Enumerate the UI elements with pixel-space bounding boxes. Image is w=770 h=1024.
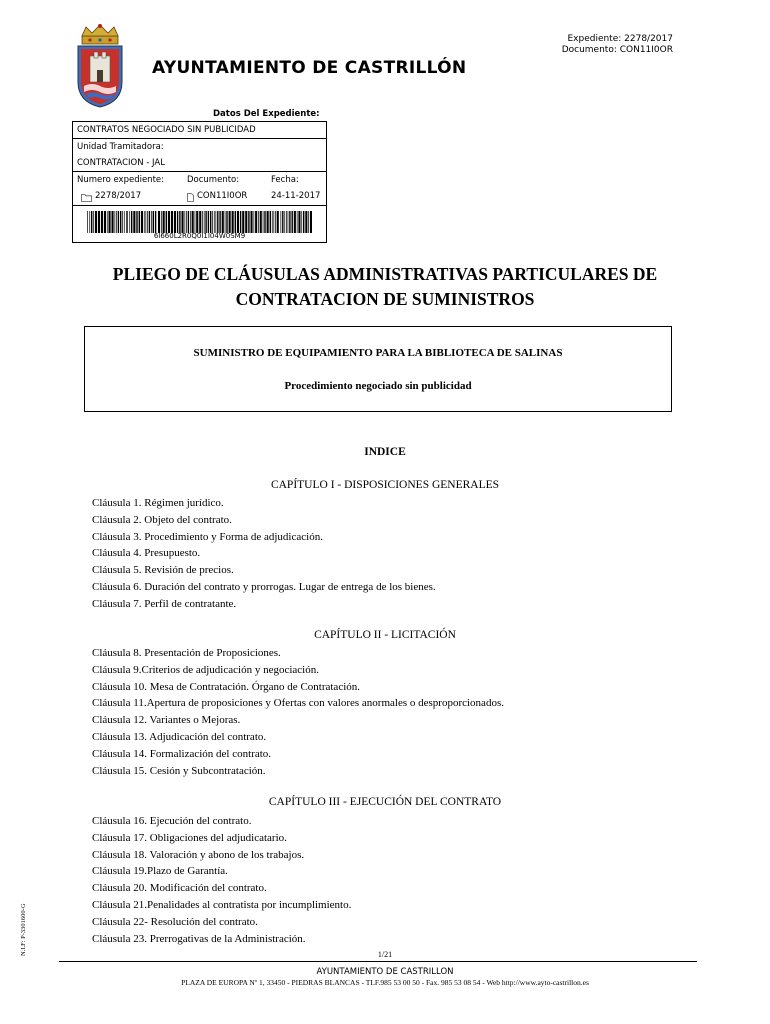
clause-item: Cláusula 18. Valoración y abono de los trabajos. bbox=[92, 848, 305, 861]
chapter-1-clauses bbox=[92, 495, 436, 613]
footer-address: PLAZA DE EUROPA Nº 1, 33450 - PIEDRAS BLANCAS - TLF.985 53 00 50 - Fax. 985 53 08 54 - Web http://www.ayto-castrillon.es bbox=[181, 978, 589, 987]
document-title bbox=[60, 262, 710, 312]
crown-icon bbox=[82, 24, 118, 44]
procedure-type: Procedimiento negociado sin publicidad bbox=[284, 380, 472, 392]
chapter-2-title: CAPÍTULO II - LICITACIÓN bbox=[314, 629, 456, 641]
document-title-line-2: CONTRATACION DE SUMINISTROS bbox=[235, 289, 535, 309]
clause-item: Cláusula 3. Procedimiento y Forma de adjudicación. bbox=[92, 530, 323, 543]
documento-reference: Documento: CON11I0OR bbox=[561, 45, 673, 55]
clause-item: Cláusula 7. Perfil de contratante. bbox=[92, 597, 237, 610]
shield-icon bbox=[78, 46, 122, 107]
unidad-value: CONTRATACION - JAL bbox=[73, 155, 326, 172]
clause-item: Cláusula 12. Variantes o Mejoras. bbox=[92, 714, 241, 727]
clause-item: Cláusula 5. Revisión de precios. bbox=[92, 564, 234, 577]
footer-divider bbox=[59, 961, 697, 962]
document-title-line-1: PLIEGO DE CLÁUSULAS ADMINISTRATIVAS PARTICULARES DE bbox=[112, 264, 658, 284]
folder-icon bbox=[81, 193, 92, 202]
numero-value: 2278/2017 bbox=[95, 191, 142, 201]
clause-item: Cláusula 15. Cesión y Subcontratación. bbox=[92, 764, 266, 777]
clause-item: Cláusula 8. Presentación de Proposiciones. bbox=[92, 647, 281, 659]
clause-item: Cláusula 22- Resolución del contrato. bbox=[92, 915, 258, 928]
clause-item: Cláusula 14. Formalización del contrato. bbox=[92, 747, 272, 760]
clause-item: Cláusula 13. Adjudicación del contrato. bbox=[92, 730, 267, 743]
subject-box bbox=[84, 326, 672, 412]
unidad-label: Unidad Tramitadora: bbox=[77, 142, 164, 152]
fecha-label: Fecha: bbox=[271, 175, 299, 185]
organization-title: AYUNTAMIENTO DE CASTRILLÓN bbox=[152, 58, 467, 78]
nif-side-text: N.I.F: P-3301600-G bbox=[20, 903, 27, 956]
contract-subject: SUMINISTRO DE EQUIPAMIENTO PARA LA BIBLIOTECA DE SALINAS bbox=[193, 347, 563, 359]
expediente-details bbox=[73, 172, 326, 206]
clause-item: Cláusula 1. Régimen jurídico. bbox=[92, 497, 224, 509]
expediente-type: CONTRATOS NEGOCIADO SIN PUBLICIDAD bbox=[73, 122, 326, 139]
clause-item: Cláusula 2. Objeto del contrato. bbox=[92, 513, 232, 526]
document-icon bbox=[187, 193, 194, 202]
clause-item: Cláusula 4. Presupuesto. bbox=[92, 547, 201, 560]
numero-label: Numero expediente: bbox=[77, 175, 165, 185]
clause-item: Cláusula 16. Ejecución del contrato. bbox=[92, 815, 252, 827]
expediente-box bbox=[72, 121, 327, 243]
clause-item: Cláusula 19.Plazo de Garantía. bbox=[92, 865, 228, 878]
clause-item: Cláusula 9.Criterios de adjudicación y negociación. bbox=[92, 663, 319, 676]
clause-item: Cláusula 20. Modificación del contrato. bbox=[92, 882, 267, 895]
coat-of-arms-logo bbox=[72, 24, 128, 108]
page-number: 1/21 bbox=[377, 950, 393, 959]
clause-item: Cláusula 23. Prerrogativas de la Administración. bbox=[92, 932, 306, 945]
chapter-1-title: CAPÍTULO I - DISPOSICIONES GENERALES bbox=[270, 479, 500, 491]
footer-organization: AYUNTAMIENTO DE CASTRILLON bbox=[316, 967, 454, 977]
chapter-2-clauses bbox=[92, 645, 504, 779]
clause-item: Cláusula 11.Apertura de proposiciones y Ofertas con valores anormales o desproporcionados. bbox=[92, 697, 504, 710]
index-title: INDICE bbox=[364, 446, 406, 458]
document-reference bbox=[562, 34, 673, 56]
clause-item: Cláusula 17. Obligaciones del adjudicatario. bbox=[92, 831, 287, 844]
fecha-value: 24-11-2017 bbox=[271, 191, 321, 201]
documento-value: CON11I0OR bbox=[197, 191, 248, 201]
clause-item: Cláusula 6. Duración del contrato y prorrogas. Lugar de entrega de los bienes. bbox=[92, 580, 436, 593]
clause-item: Cláusula 21.Penalidades al contratista por incumplimiento. bbox=[92, 898, 352, 911]
clause-item: Cláusula 10. Mesa de Contratación. Órgano de Contratación. bbox=[92, 680, 361, 693]
expediente-reference: Expediente: 2278/2017 bbox=[567, 34, 673, 44]
chapter-3-clauses bbox=[92, 813, 351, 947]
documento-label: Documento: bbox=[187, 175, 240, 185]
chapter-3-title: CAPÍTULO III - EJECUCIÓN DEL CONTRATO bbox=[268, 796, 502, 808]
barcode-text: 6I660L2R0Q0I1I04W0SM9 bbox=[153, 232, 246, 240]
barcode bbox=[87, 211, 313, 233]
expediente-heading: Datos Del Expediente: bbox=[213, 109, 320, 119]
